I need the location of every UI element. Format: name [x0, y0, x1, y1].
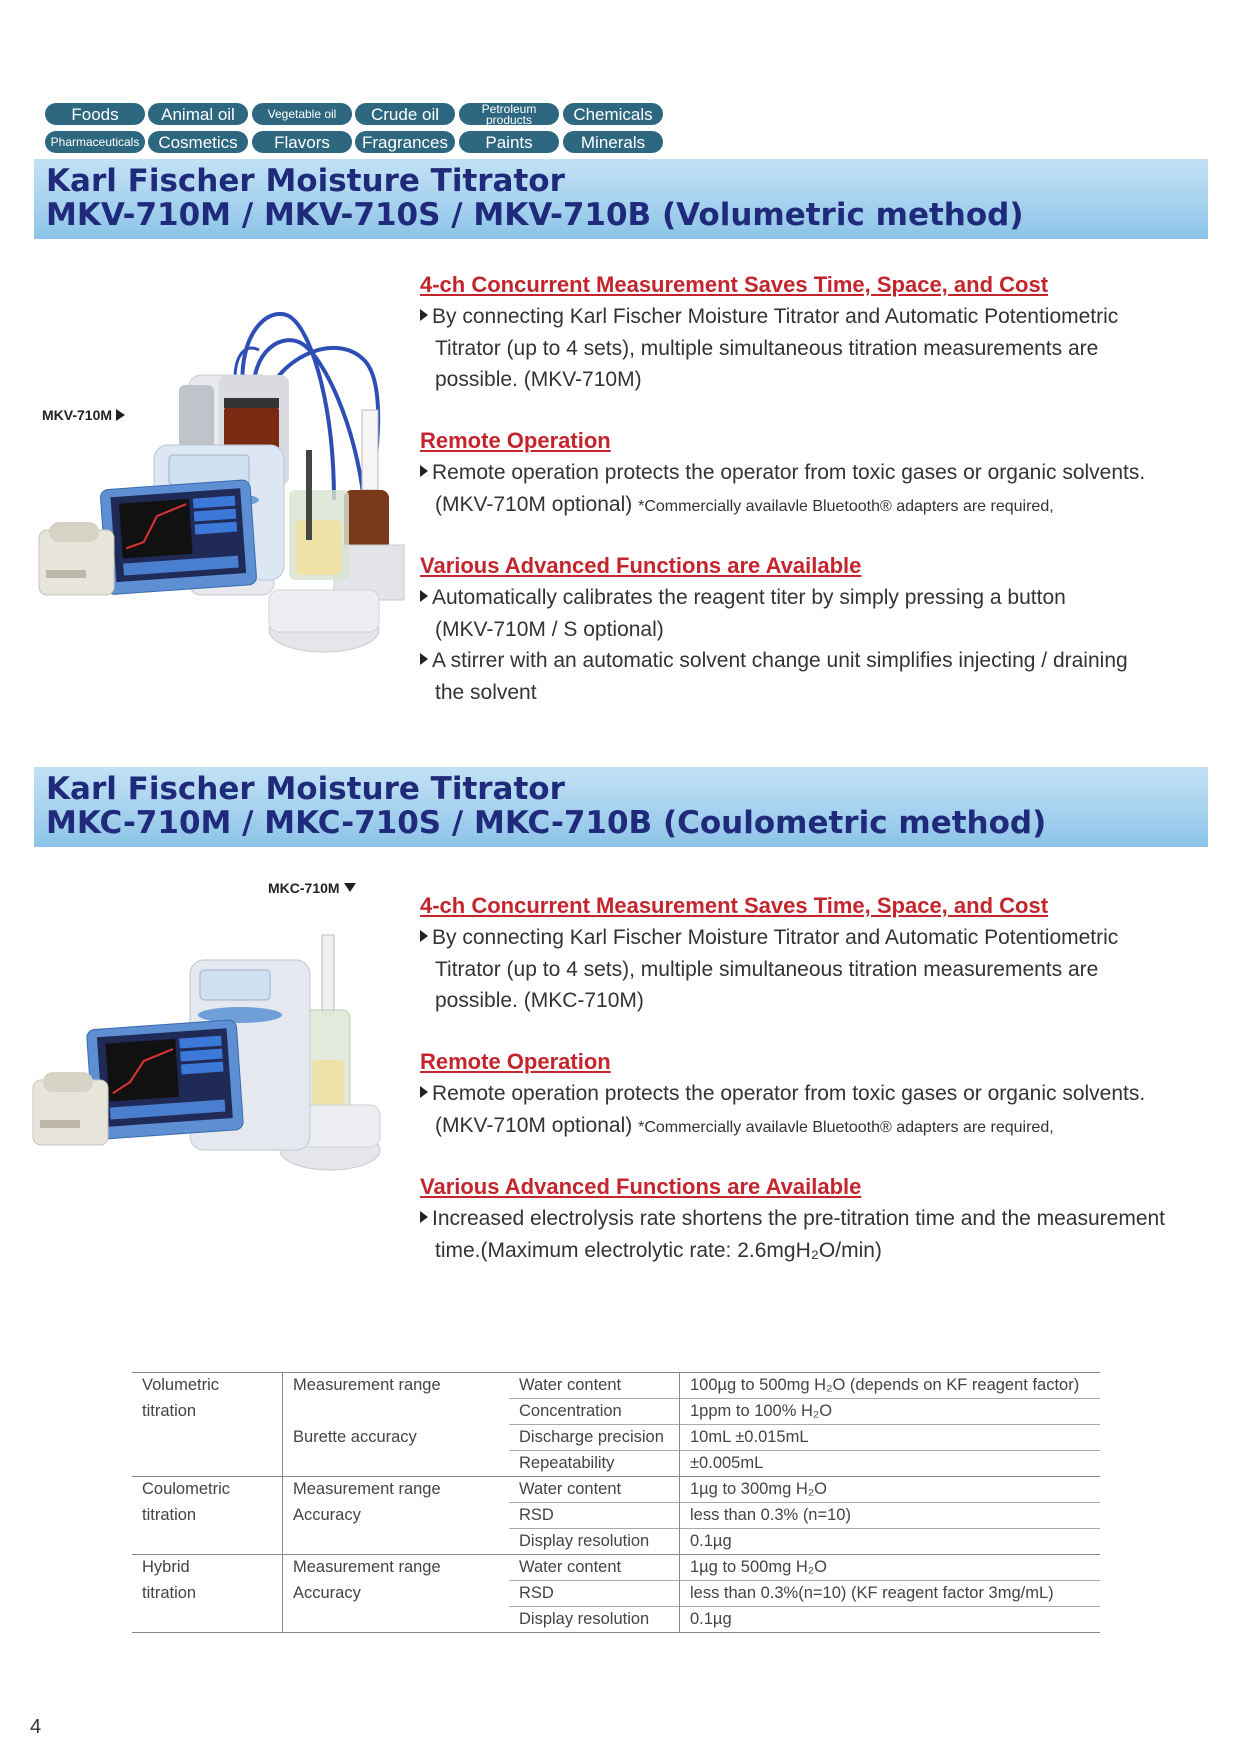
spec-group: Accuracy: [283, 1581, 510, 1607]
tag-fragrances: Fragrances: [355, 131, 455, 153]
spec-group: [283, 1451, 510, 1477]
table-row: [132, 1373, 1100, 1399]
spec-category: [132, 1451, 283, 1477]
spec-group: Burette accuracy: [283, 1425, 510, 1451]
spec-category: Volumetric: [132, 1373, 283, 1399]
spec-value: less than 0.3% (n=10): [680, 1503, 1101, 1529]
mkc-710m-label: MKC-710M: [268, 880, 356, 896]
section2-bullet-remote: Remote operation protects the operator from toxic gases or organic solvents. (MKV-710M optional) *Commercially availavle Bluetooth® adapters are required,: [420, 1078, 1210, 1143]
spec-group: Measurement range: [283, 1477, 510, 1503]
spec-category: [132, 1607, 283, 1633]
spec-group: Measurement range: [283, 1555, 510, 1581]
tag-animal-oil: Animal oil: [148, 103, 248, 125]
section2-heading-advanced: Various Advanced Functions are Available: [420, 1174, 862, 1199]
section1-title-band: [34, 159, 1208, 239]
spec-table: [132, 1372, 1100, 1633]
spec-value: 10mL ±0.015mL: [680, 1425, 1101, 1451]
spec-item: Display resolution: [509, 1529, 680, 1555]
section2-title-band: [34, 767, 1208, 847]
section2-heading-concurrent: 4-ch Concurrent Measurement Saves Time, Space, and Cost: [420, 893, 1049, 918]
section1-heading-advanced: Various Advanced Functions are Available: [420, 553, 862, 578]
section2-bullet-concurrent: By connecting Karl Fischer Moisture Titrator and Automatic Potentiometric Titrator (up to 4 sets), multiple simultaneous titration measurements are possible. (MKC-710M): [420, 922, 1210, 1017]
section1-heading-concurrent: 4-ch Concurrent Measurement Saves Time, Space, and Cost: [420, 272, 1049, 297]
spec-value: 0.1µg: [680, 1607, 1101, 1633]
mkv-710m-product-image: [34, 290, 414, 665]
section1-bullet-concurrent: By connecting Karl Fischer Moisture Titrator and Automatic Potentiometric Titrator (up to 4 sets), multiple simultaneous titration measurements are possible. (MKV-710M): [420, 301, 1210, 396]
table-row: [132, 1555, 1100, 1581]
tag-flavors: Flavors: [252, 131, 352, 153]
section2-subtitle: MKC-710M / MKC-710S / MKC-710B (Coulometric method): [46, 805, 1047, 841]
spec-item: Water content: [509, 1373, 680, 1399]
spec-value: 1ppm to 100% H₂O: [680, 1399, 1101, 1425]
spec-category: [132, 1425, 283, 1451]
spec-item: Concentration: [509, 1399, 680, 1425]
table-row: [132, 1399, 1100, 1425]
bullet-triangle-icon: [420, 930, 428, 942]
spec-category: titration: [142, 1401, 197, 1420]
spec-category: titration: [142, 1505, 197, 1524]
spec-item: Repeatability: [509, 1451, 680, 1477]
table-row: [132, 1581, 1100, 1607]
tag-vegetable-oil: Vegetable oil: [252, 103, 352, 125]
section1-subtitle: MKV-710M / MKV-710S / MKV-710B (Volumetric method): [46, 197, 1024, 233]
table-row: [132, 1425, 1100, 1451]
spec-value: less than 0.3%(n=10) (KF reagent factor 3mg/mL): [680, 1581, 1101, 1607]
spec-category: titration: [142, 1583, 197, 1602]
spec-item: Display resolution: [509, 1607, 680, 1633]
tag-pharmaceuticals: Pharmaceuticals: [45, 131, 145, 153]
table-row: [132, 1607, 1100, 1633]
table-row: [132, 1503, 1100, 1529]
tag-foods: Foods: [45, 103, 145, 125]
tag-petroleum-products: Petroleum products: [459, 103, 559, 125]
spec-category: Hybrid: [132, 1555, 283, 1581]
section2-bullet-advanced: Increased electrolysis rate shortens the pre-titration time and the measurement time.(Maximum electrolytic rate: 2.6mgH₂O/min): [420, 1203, 1210, 1266]
bullet-triangle-icon: [420, 465, 428, 477]
spec-value: 1µg to 300mg H₂O: [680, 1477, 1101, 1503]
bullet-triangle-icon: [420, 309, 428, 321]
section2-heading-remote: Remote Operation: [420, 1049, 611, 1074]
section2-title: Karl Fischer Moisture Titrator: [46, 771, 565, 807]
spec-group: Measurement range: [283, 1373, 510, 1399]
spec-item: RSD: [509, 1581, 680, 1607]
tag-cosmetics: Cosmetics: [148, 131, 248, 153]
tag-crude-oil: Crude oil: [355, 103, 455, 125]
mkc-710m-product-image: [30, 930, 390, 1190]
spec-item: Water content: [509, 1477, 680, 1503]
section1-title: Karl Fischer Moisture Titrator: [46, 163, 565, 199]
spec-item: RSD: [509, 1503, 680, 1529]
tag-chemicals: Chemicals: [563, 103, 663, 125]
section1-heading-remote: Remote Operation: [420, 428, 611, 453]
spec-value: 100µg to 500mg H₂O (depends on KF reagent factor): [680, 1373, 1101, 1399]
table-row: [132, 1451, 1100, 1477]
spec-value: ±0.005mL: [680, 1451, 1101, 1477]
spec-group: Accuracy: [283, 1503, 510, 1529]
table-row: [132, 1529, 1100, 1555]
mkv-710m-label: MKV-710M: [42, 407, 125, 423]
spec-group: [283, 1529, 510, 1555]
bullet-triangle-icon: [420, 653, 428, 665]
tag-minerals: Minerals: [563, 131, 663, 153]
spec-item: Discharge precision: [509, 1425, 680, 1451]
bullet-triangle-icon: [420, 590, 428, 602]
spec-group: [283, 1399, 510, 1425]
spec-group: [283, 1607, 510, 1633]
spec-item: Water content: [509, 1555, 680, 1581]
spec-value: 0.1µg: [680, 1529, 1101, 1555]
page-number: 4: [30, 1716, 42, 1738]
triangle-down-icon: [344, 883, 356, 892]
tag-paints: Paints: [459, 131, 559, 153]
bullet-triangle-icon: [420, 1211, 428, 1223]
section1-bullet-advanced: Automatically calibrates the reagent titer by simply pressing a button (MKV-710M / S optional) A stirrer with an automatic solvent change unit simplifies injecting / draining the solvent: [420, 582, 1210, 708]
section1-bullet-remote: Remote operation protects the operator from toxic gases or organic solvents. (MKV-710M optional) *Commercially availavle Bluetooth® adapters are required,: [420, 457, 1210, 522]
spec-category: [132, 1529, 283, 1555]
spec-category: Coulometric: [132, 1477, 283, 1503]
spec-value: 1µg to 500mg H₂O: [680, 1555, 1101, 1581]
bullet-triangle-icon: [420, 1086, 428, 1098]
table-row: [132, 1477, 1100, 1503]
